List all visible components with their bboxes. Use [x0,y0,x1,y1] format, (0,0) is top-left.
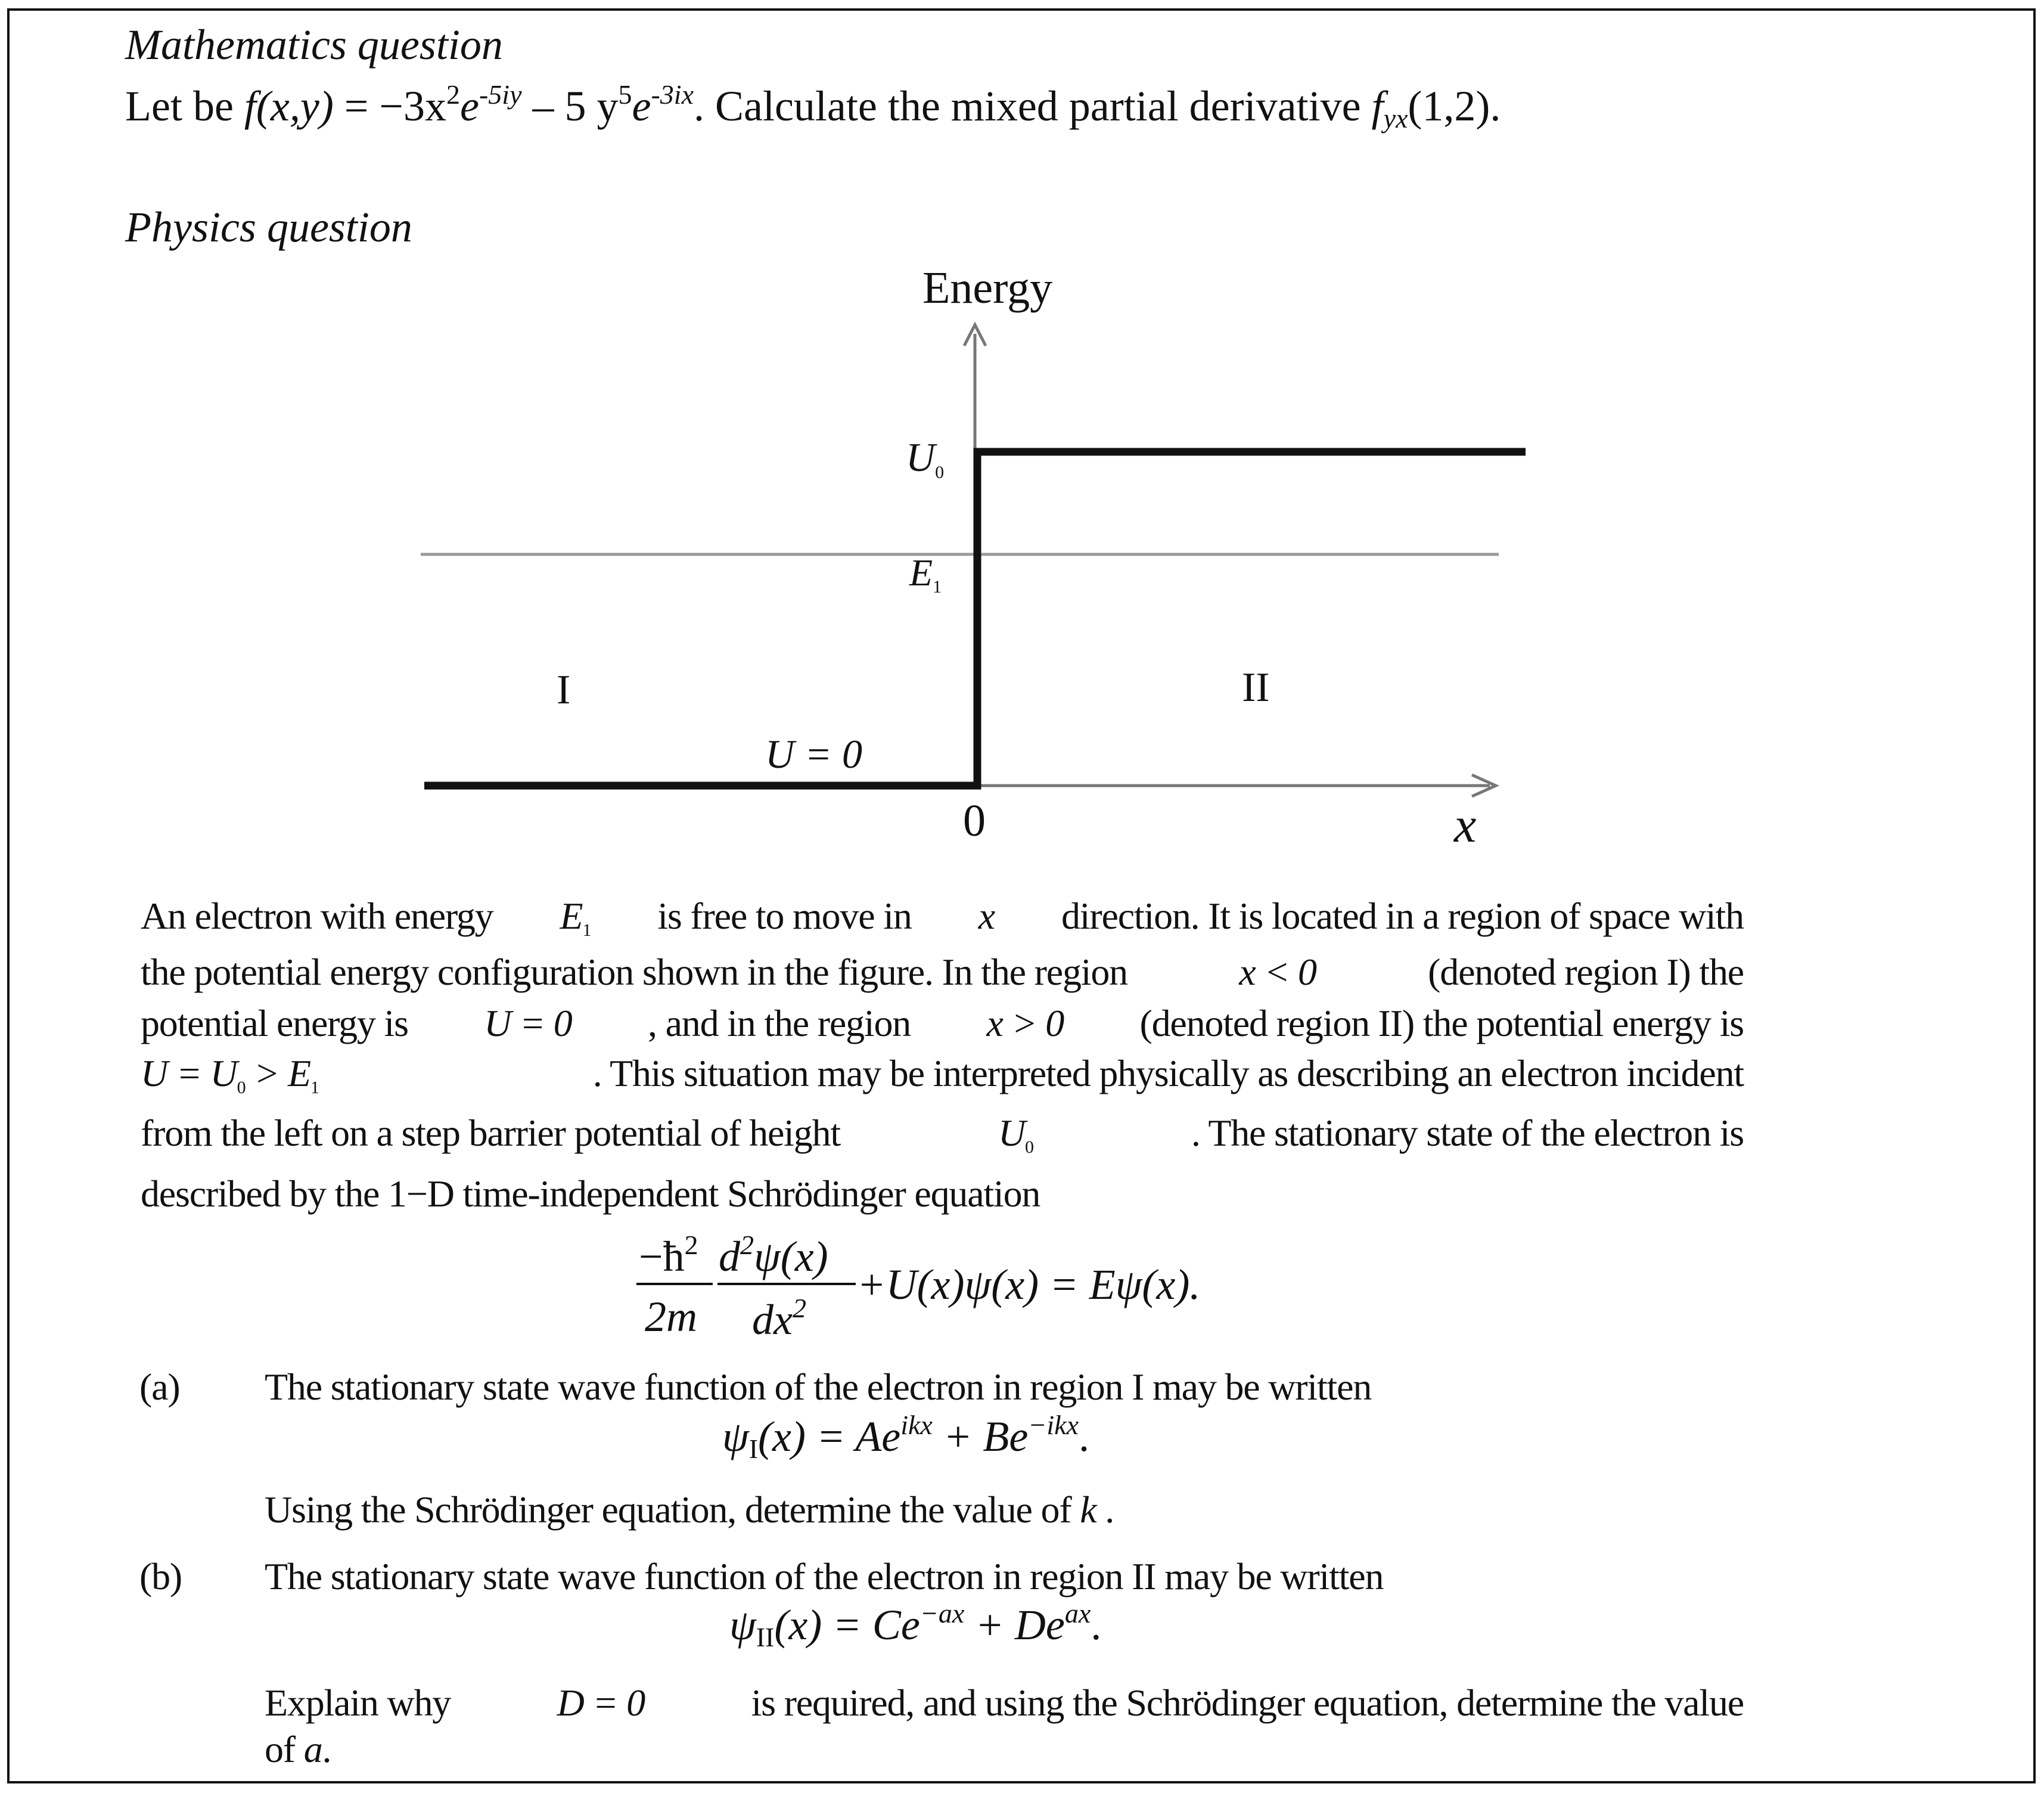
para-text: (denoted region II) the potential energy is [1139,1002,1744,1044]
exp-2: 2 [446,79,461,110]
para-line-3 [141,1001,1744,1046]
para-text: , and in the region [648,1002,911,1044]
para-math-sub: 1 [582,920,591,940]
eq-plus: + Be [932,1413,1029,1460]
fyx-f: f [1371,82,1384,130]
followup-a-var: a [303,1728,322,1770]
para-line-5 [141,1111,1744,1158]
part-a-equation [722,1409,1089,1465]
eq-end: . [1091,1601,1102,1649]
part-b-followup-2 [265,1727,331,1772]
para-line-1 [141,894,1744,941]
para-math [998,1111,1033,1158]
e1-letter: E [909,551,933,594]
math-lead: Let be [125,82,244,130]
exp-5: 5 [618,79,632,110]
para-text: the potential energy configuration shown in the figure. In the region [141,951,1127,993]
eq-sup-2: −ikx [1028,1410,1079,1440]
para-math-gt: > E [245,1052,310,1094]
followup-d: D = 0 [557,1682,645,1724]
math-heading: Mathematics question [125,21,503,69]
e-second: e [632,82,651,130]
physics-heading: Physics question [125,203,412,251]
followup-end: . [322,1728,331,1770]
para-text: described by the [141,1172,389,1215]
dx: dx [752,1296,793,1344]
eq-sign: = −3x [333,82,447,130]
fyx-sub: yx [1383,103,1408,134]
hbar-sup: 2 [684,1230,698,1260]
origin-label: 0 [963,796,986,846]
region1-label: I [557,667,571,713]
fraction-bar-1 [636,1283,713,1285]
psi: ψ [722,1413,749,1460]
eq-sup-1: ikx [900,1410,933,1440]
eq-mid: (x) = Ce [774,1601,920,1649]
para-text: (denoted region I) the [1428,951,1744,993]
para-math: 1−D [388,1172,454,1215]
para-math: x < 0 [1239,951,1316,993]
eq-mid: (x) = Ae [758,1413,901,1460]
schrodinger-rest: +U(x)ψ(x) = Eψ(x). [857,1261,1201,1308]
math-tail: . Calculate the mixed partial derivative [693,82,1372,130]
eq-sup-2: ax [1064,1598,1091,1628]
u0-label [906,434,944,483]
eq-end: . [1079,1413,1089,1460]
schrodinger-num1 [639,1229,698,1282]
exp-5iy: -5iy [479,79,522,110]
part-a-followup [265,1488,1114,1532]
para-text: time-independent Schrödinger equation [453,1172,1040,1215]
para-text: from the left on a step barrier potential of height [141,1112,840,1154]
func-args: (x,y) [256,82,334,130]
para-math-sub: 0 [237,1078,246,1097]
para-math-u: U = U [141,1052,237,1094]
func-name: f [244,82,256,130]
part-b-followup-1 [265,1681,1744,1725]
schrodinger-den1: 2m [645,1293,697,1341]
psi: ψ [729,1601,756,1649]
e1-subscript: 1 [933,577,942,597]
para-text: direction. It is located in a region of space with [1061,895,1744,937]
para-text: . This situation may be interpreted physically as describing an electron incident [592,1052,1744,1094]
para-math-e: E [560,895,583,937]
dx-sup: 2 [792,1293,806,1323]
para-math: x > 0 [986,1002,1064,1044]
followup-text: Explain why [265,1682,451,1724]
para-line-6 [141,1172,1040,1216]
e-first: e [460,82,479,130]
para-text: potential energy is [141,1002,408,1044]
d-sup: 2 [740,1230,754,1260]
para-math-sub: 1 [310,1078,319,1097]
para-line-4 [141,1051,1744,1098]
part-b-equation [729,1597,1101,1653]
region2-label: II [1242,665,1270,711]
u0-letter: U [906,435,936,480]
psi-of-x: ψ(x) [754,1233,828,1280]
para-math: x [978,895,995,937]
u-zero-label: U = 0 [765,731,862,777]
para-text: is free to move in [657,895,912,937]
psi-sub: II [756,1622,775,1652]
eval-point: (1,2). [1408,82,1501,130]
followup-of: of [265,1728,304,1770]
para-math [560,894,591,941]
schrodinger-den2 [752,1292,806,1345]
part-b-text: The stationary state wave function of the electron in region II may be written [265,1555,1384,1597]
para-math [141,1051,319,1098]
exp-3ix: -3ix [651,79,694,110]
para-math-sub: 0 [1025,1137,1033,1157]
part-a-text: The stationary state wave function of the electron in region I may be written [265,1366,1372,1408]
para-math: U = 0 [484,1002,572,1044]
followup-end: . [1096,1488,1114,1531]
potential-step-curve [424,452,1526,786]
e1-label [909,551,942,597]
x-axis-label: x [1454,798,1477,853]
hbar: −ħ [639,1233,685,1280]
psi-sub: I [748,1434,759,1464]
eq-sup-1: −ax [920,1598,965,1628]
para-math-u: U [998,1112,1026,1154]
d-symbol: d [719,1233,740,1280]
eq-plus: + De [964,1601,1065,1649]
energy-axis-label: Energy [922,263,1053,313]
minus-5y: – 5 y [521,82,619,130]
para-line-2 [141,950,1744,994]
followup-text: Using the Schrödinger equation, determine the value of [265,1488,1080,1531]
schrodinger-num2 [719,1229,828,1282]
u0-subscript: 0 [935,463,945,482]
fraction-bar-2 [717,1283,856,1285]
para-text: An electron with energy [141,895,493,937]
followup-text: is required, and using the Schrödinger equation, determine the value [751,1682,1744,1724]
part-a-label: (a) [139,1366,180,1408]
followup-k: k [1080,1488,1096,1531]
part-b-label: (b) [139,1555,182,1597]
para-text: . The stationary state of the electron is [1191,1112,1744,1154]
